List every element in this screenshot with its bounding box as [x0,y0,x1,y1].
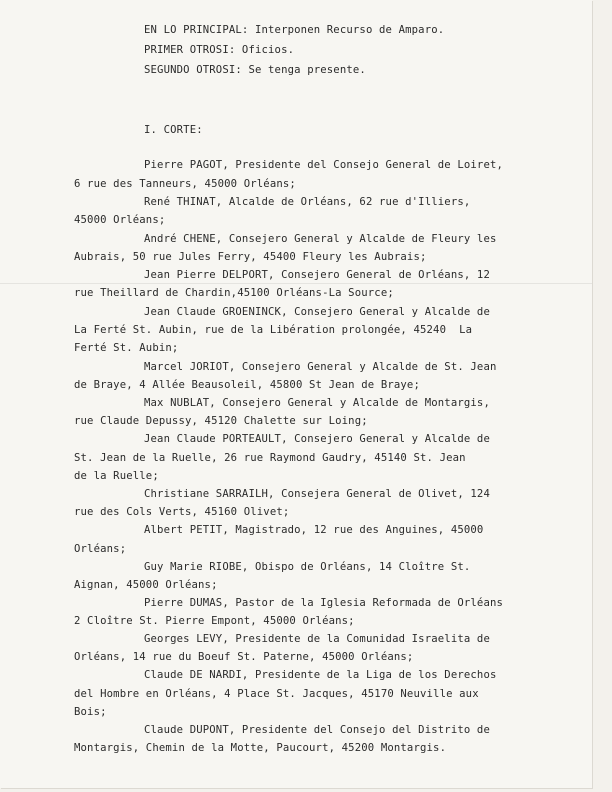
petitioner-line: rue des Cols Verts, 45160 Olivet; [74,506,290,518]
petitioner-line: Claude DE NARDI, Presidente de la Liga de los Derechos [144,669,497,681]
petitioner-line: La Ferté St. Aubin, rue de la Libération prolongée, 45240 La [74,324,473,336]
petitioner-line: Bois; [74,706,107,718]
addressee-heading: I. CORTE: [144,124,203,136]
petitioner-line: Marcel JORIOT, Consejero General y Alcalde de St. Jean [144,361,497,373]
petitioner-line: rue Theillard de Chardin,45100 Orléans-La Source; [74,287,394,299]
petitioner-line: rue Claude Depussy, 45120 Chalette sur Loing; [74,415,368,427]
petitioner-line: 2 Cloître St. Pierre Empont, 45000 Orléans; [74,615,355,627]
petitioner-line: Max NUBLAT, Consejero General y Alcalde de Montargis, [144,397,490,409]
petitioner-line: 45000 Orléans; [74,214,166,226]
petitioner-line: Guy Marie RIOBE, Obispo de Orléans, 14 Cloître St. [144,561,471,573]
header-line-primer-otrosi: PRIMER OTROSI: Oficios. [144,44,295,56]
petitioner-line: Christiane SARRAILH, Consejera General de Olivet, 124 [144,488,490,500]
petitioner-line: Pierre DUMAS, Pastor de la Iglesia Reformada de Orléans [144,597,504,609]
page-fold-line [0,283,592,284]
petitioner-line: de la Ruelle; [74,470,159,482]
petitioner-line: Ferté St. Aubin; [74,342,179,354]
petitioner-line: de Braye, 4 Allée Beausoleil, 45800 St Jean de Braye; [74,379,420,391]
petitioner-line: Orléans, 14 rue du Boeuf St. Paterne, 45000 Orléans; [74,651,414,663]
petitioner-line: Orléans; [74,543,127,555]
petitioner-line: René THINAT, Alcalde de Orléans, 62 rue d'Illiers, [144,196,471,208]
petitioner-line: André CHENE, Consejero General y Alcalde de Fleury les [144,233,497,245]
petitioner-line: Claude DUPONT, Presidente del Consejo del Distrito de [144,724,490,736]
petitioner-line: Jean Pierre DELPORT, Consejero General de Orléans, 12 [144,269,490,281]
petitioner-line: Jean Claude GROENINCK, Consejero General y Alcalde de [144,306,490,318]
petitioner-line: St. Jean de la Ruelle, 26 rue Raymond Gaudry, 45140 St. Jean [74,452,466,464]
petitioner-line: Aignan, 45000 Orléans; [74,579,218,591]
petitioner-line: Pierre PAGOT, Presidente del Consejo General de Loiret, [144,159,504,171]
petitioner-line: Georges LEVY, Presidente de la Comunidad Israelita de [144,633,490,645]
petitioner-line: Aubrais, 50 rue Jules Ferry, 45400 Fleury les Aubrais; [74,251,427,263]
header-line-principal: EN LO PRINCIPAL: Interponen Recurso de Amparo. [144,24,445,36]
header-line-segundo-otrosi: SEGUNDO OTROSI: Se tenga presente. [144,64,366,76]
petitioner-line: Montargis, Chemin de la Motte, Paucourt, 45200 Montargis. [74,742,447,754]
petitioner-line: del Hombre en Orléans, 4 Place St. Jacques, 45170 Neuville aux [74,688,479,700]
petitioner-line: 6 rue des Tanneurs, 45000 Orléans; [74,178,296,190]
petitioner-line: Jean Claude PORTEAULT, Consejero General y Alcalde de [144,433,490,445]
petitioner-line: Albert PETIT, Magistrado, 12 rue des Anguines, 45000 [144,524,484,536]
